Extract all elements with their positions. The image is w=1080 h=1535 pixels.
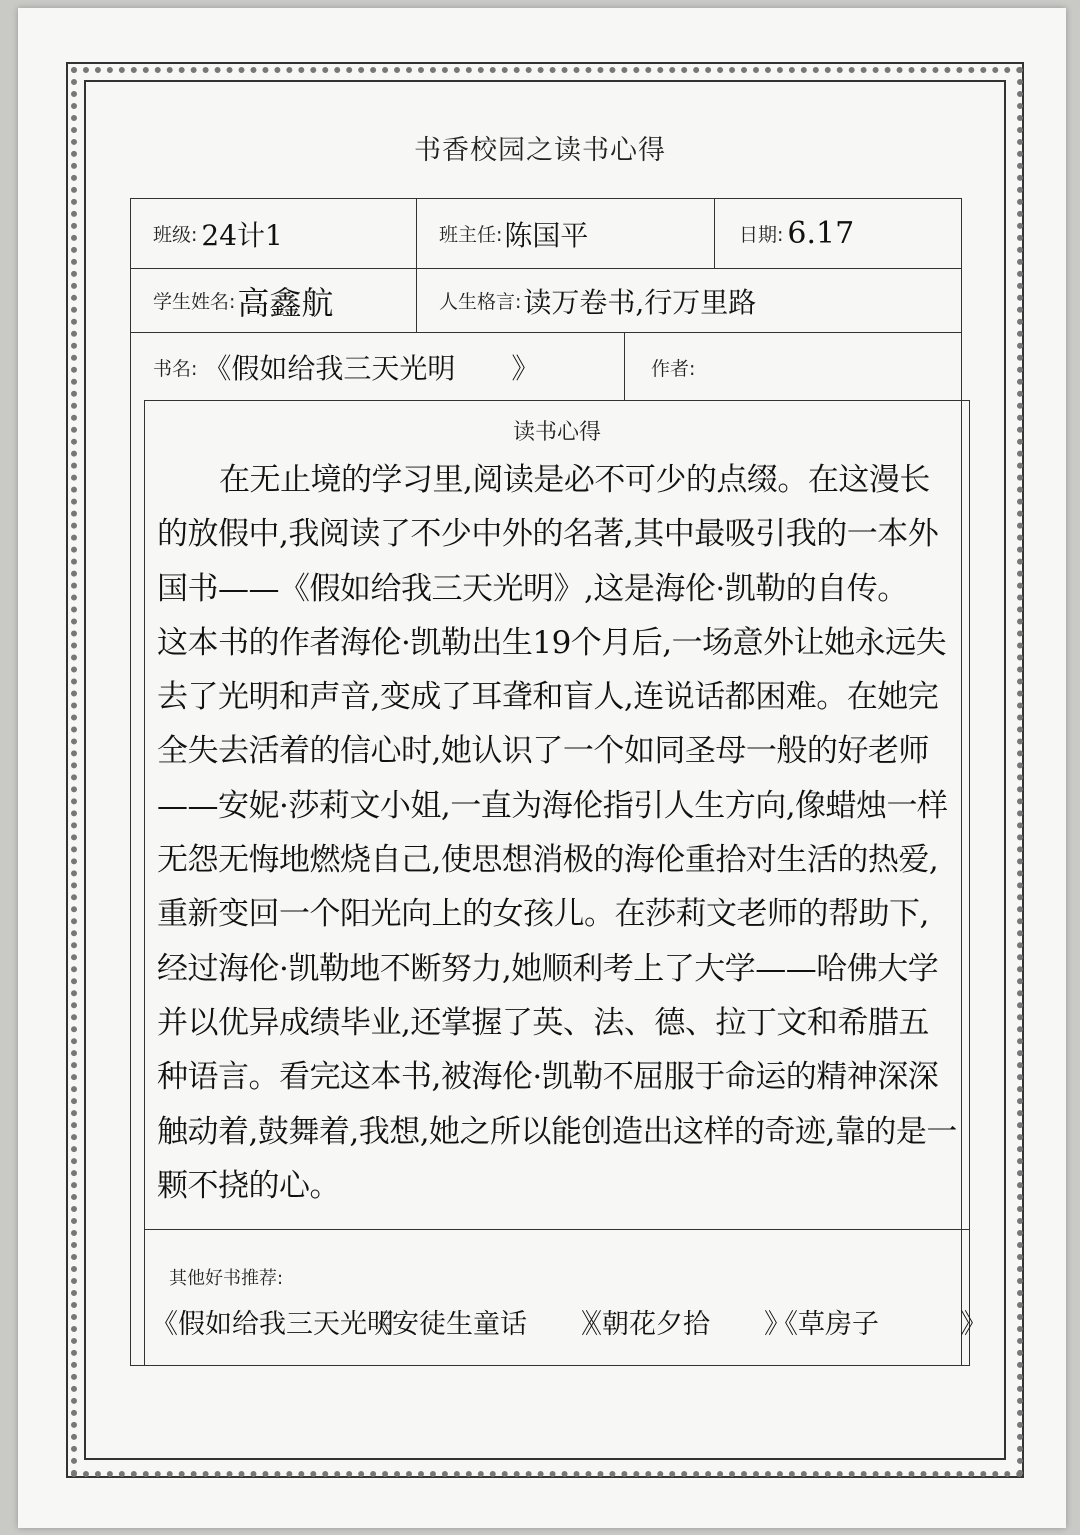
form-row-class <box>131 199 961 269</box>
recommend-label: 其他好书推荐: <box>169 1268 284 1289</box>
essay-section <box>144 400 970 1230</box>
motto-label: 人生格言: <box>439 291 522 313</box>
recommend-section <box>144 1230 987 1366</box>
recommend-book: 《草房子 》 <box>771 1309 987 1340</box>
student-cell <box>131 269 417 332</box>
form-row-book <box>131 333 961 401</box>
essay-body: 在无止境的学习里,阅读是必不可少的点缀。在这漫长的放假中,我阅读了不少中外的名著,其中最吸引我的一本外国书——《假如给我三天光明》,这是海伦·凯勒的自传。 这本书的作者海伦·凯勒出生19个月后,一场意外让她永远失去了光明和声音,变成了耳聋和盲人,连说话都困难。在她完全失去活着的信心时,她认识了一个如同圣母一般的好老师——安妮·莎莉文小姐,一直为海伦指引人生方向,像蜡烛一样无怨无悔地燃烧自己,使思想消极的海伦重拾对生活的热爱,重新变回一个阳光向上的女孩儿。在莎莉文老师的帮助下,经过海伦·凯勒地不断努力,她顺利考上了大学——哈佛大学并以优异成绩毕业,还掌握了英、法、德、拉丁文和希腊五种语言。看完这本书,被海伦·凯勒不屈服于命运的精神深深触动着,鼓舞着,我想,她之所以能创造出这样的奇迹,靠的是一颗不挠的心。 <box>157 462 957 1204</box>
recommend-book: 《假如给我三天光明 <box>151 1309 394 1340</box>
student-label: 学生姓名: <box>153 291 236 313</box>
teacher-cell <box>417 199 715 268</box>
teacher-value: 陈国平 <box>504 218 589 252</box>
class-value: 24计1 <box>201 218 283 252</box>
class-label: 班级: <box>153 224 198 246</box>
teacher-label: 班主任: <box>439 224 503 246</box>
date-label: 日期: <box>739 224 784 246</box>
page-title: 书香校园之读书心得 <box>414 135 666 166</box>
book-value: 《假如给我三天光明 》 <box>203 352 540 385</box>
essay-title: 读书心得 <box>512 420 601 445</box>
motto-value: 读万卷书,行万里路 <box>523 285 757 319</box>
student-value: 高鑫航 <box>237 283 334 322</box>
recommend-book-list <box>151 1302 987 1341</box>
book-label: 书名: <box>153 357 198 380</box>
book-cell <box>131 333 625 401</box>
motto-cell <box>417 269 961 332</box>
form-row-student <box>131 269 961 333</box>
author-label: 作者: <box>651 357 696 380</box>
class-cell <box>131 199 417 268</box>
date-cell <box>715 199 961 268</box>
date-value: 6.17 <box>787 216 855 251</box>
recommend-book: 《朝花夕拾 》 <box>575 1309 791 1340</box>
author-cell <box>625 333 961 401</box>
recommend-book: 《安徒生童话 》 <box>365 1309 608 1340</box>
